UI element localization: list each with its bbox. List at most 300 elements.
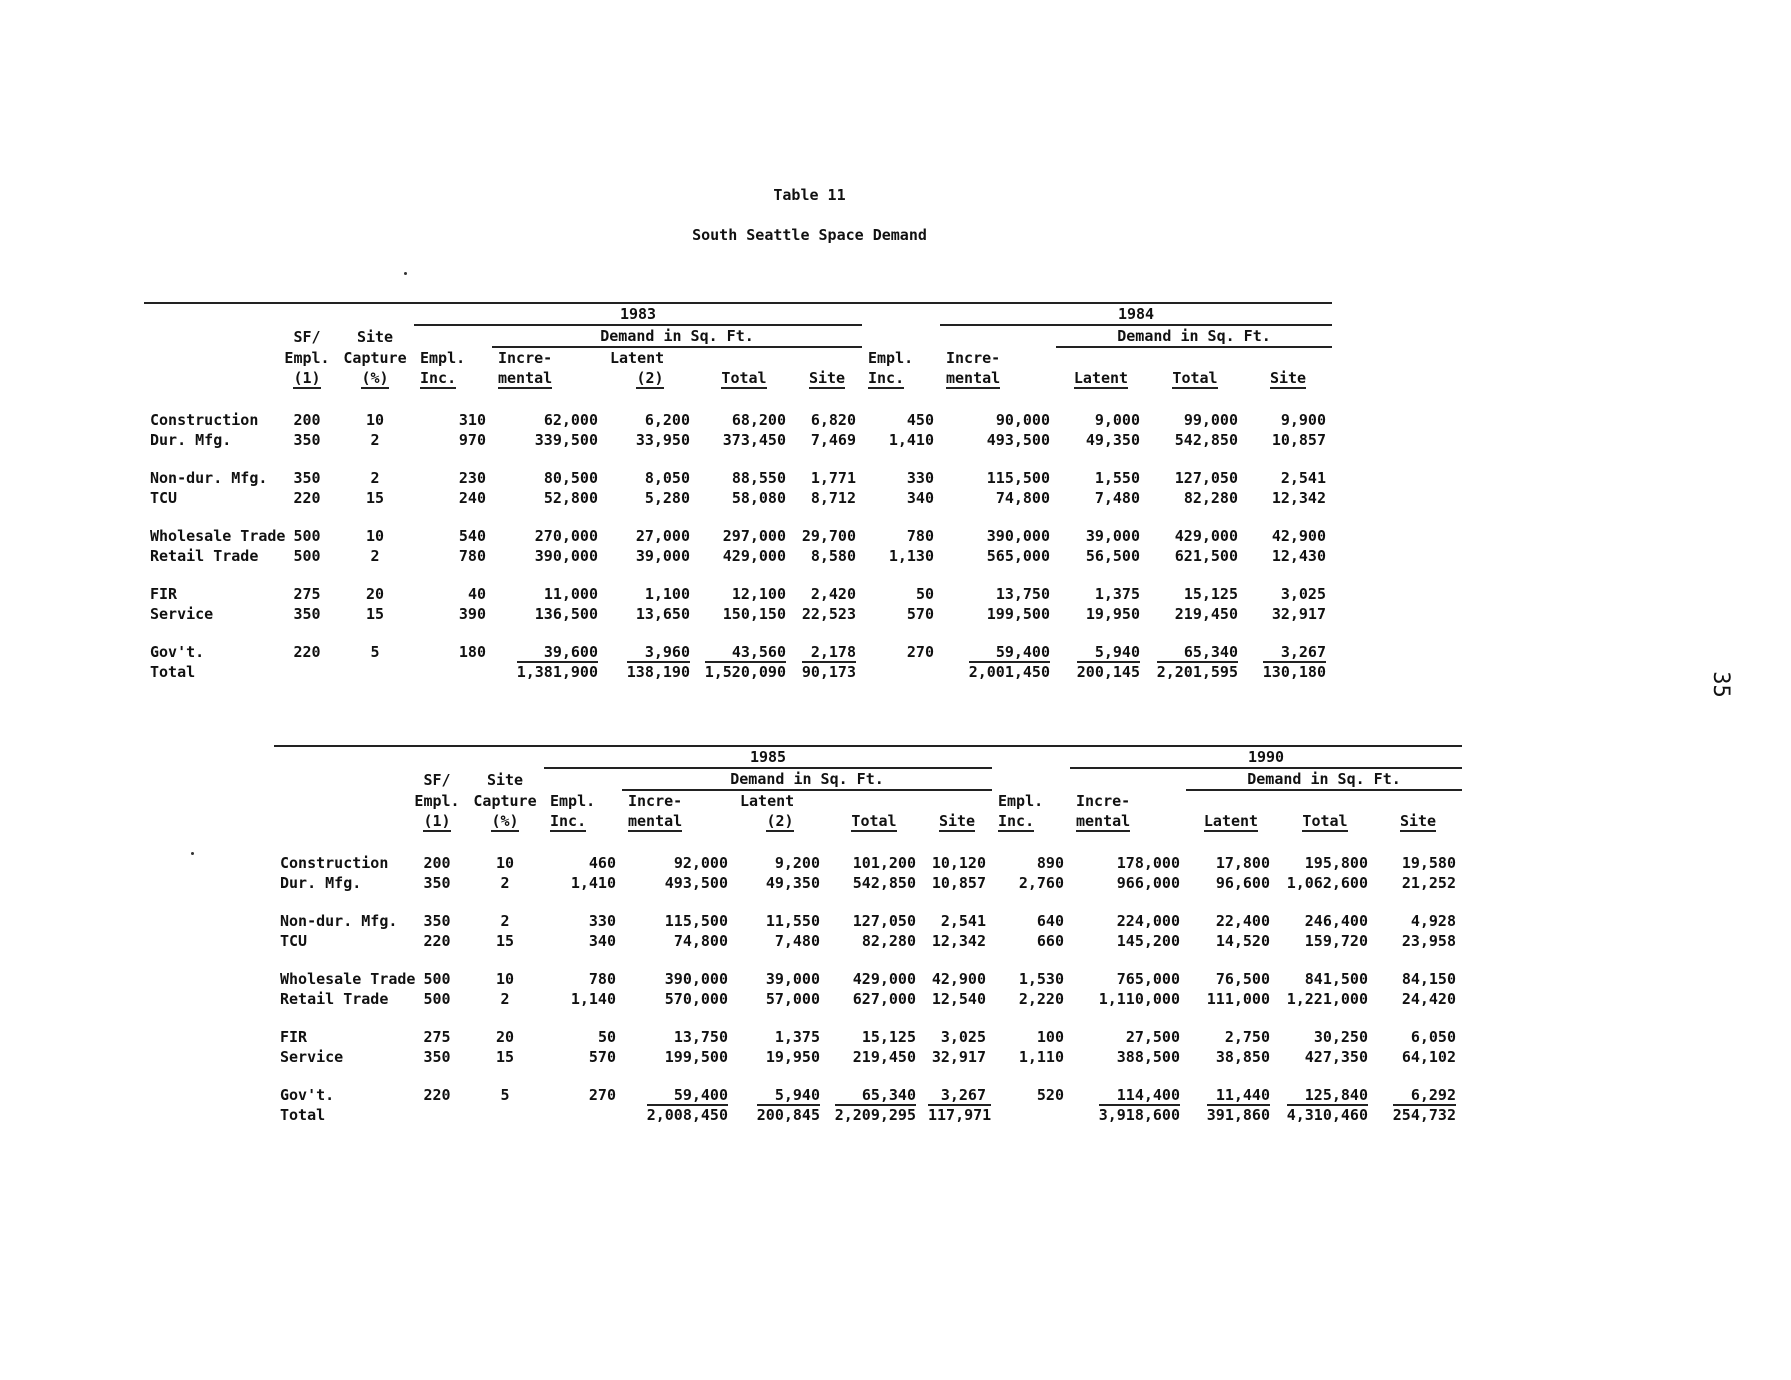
cell-site: 3,025: [1280, 585, 1326, 603]
header-row-demand: [144, 325, 1332, 347]
cell-site-capture: 15: [365, 489, 385, 507]
row-label: FIR: [280, 1028, 308, 1046]
cell-total: 30,250: [1313, 1028, 1368, 1046]
cell-latent: 200,145: [1076, 663, 1140, 681]
col-header-site: [1244, 368, 1332, 388]
table-row: [274, 873, 1462, 893]
row-label: Retail Trade: [280, 990, 389, 1008]
cell-incremental: 493,500: [664, 874, 728, 892]
cell-site: [792, 662, 862, 682]
col-header-total: [826, 811, 922, 831]
cell-site-capture: 10: [365, 411, 385, 429]
col-header-incremental: Incre-: [498, 349, 553, 367]
col-header-sf: Empl.: [284, 349, 330, 367]
cell-empl-inc: 310: [458, 411, 486, 429]
col-header-empl: [992, 811, 1070, 831]
table-row: [274, 1047, 1462, 1067]
cell-empl-inc: 640: [1036, 912, 1064, 930]
cell-total: [696, 662, 792, 682]
year-header: 1990: [1070, 746, 1462, 768]
cell-sf-empl: 275: [423, 1028, 451, 1046]
cell-incremental: 13,750: [673, 1028, 728, 1046]
col-header-sf: (1): [423, 812, 451, 830]
col-header-latent: Latent: [1203, 812, 1259, 830]
cell-latent: 1,375: [1094, 585, 1140, 603]
table-row: [144, 584, 1332, 604]
row-label: Gov't.: [150, 643, 205, 661]
empty-cell: [274, 951, 1462, 969]
col-header-total: Total: [1172, 369, 1218, 387]
cell-site: 3,267: [940, 1086, 986, 1104]
row-label: Wholesale Trade: [280, 970, 416, 988]
cell-total: 1,520,090: [704, 663, 786, 681]
cell-incremental: 388,500: [1116, 1048, 1180, 1066]
col-header-incremental: mental: [946, 369, 1001, 387]
empty-cell: [1186, 790, 1462, 811]
cell-incremental: 2,001,450: [968, 663, 1050, 681]
cell-latent: 5,940: [774, 1086, 820, 1104]
cell-latent: [1056, 662, 1146, 682]
col-header-incremental: [622, 811, 734, 831]
empty-cell: [826, 790, 992, 811]
cell-empl-inc: 180: [458, 643, 486, 661]
cell-total: 127,050: [852, 912, 916, 930]
cell-latent: 14,520: [1215, 932, 1270, 950]
col-header-incremental: mental: [1076, 812, 1131, 830]
cell-latent: 7,480: [774, 932, 820, 950]
cell-latent: 11,550: [765, 912, 820, 930]
table-row: [144, 430, 1332, 450]
table-row: [144, 642, 1332, 662]
row-label: Total: [150, 663, 196, 681]
cell-site-capture: 15: [495, 1048, 515, 1066]
cell-empl-inc: 780: [906, 527, 934, 545]
col-header-sf: SF/: [423, 771, 451, 789]
cell-site: 21,252: [1401, 874, 1456, 892]
cell-total: 373,450: [722, 431, 786, 449]
table-row: [144, 604, 1332, 624]
cell-incremental: 90,000: [995, 411, 1050, 429]
cell-sf-empl: 350: [293, 431, 321, 449]
cell-site-capture: 10: [495, 970, 515, 988]
empty-cell: [414, 325, 492, 347]
cell-empl-inc: 50: [915, 585, 934, 603]
cell-site-capture: 5: [370, 643, 380, 661]
cell-site: 32,917: [1271, 605, 1326, 623]
cell-latent: 1,375: [774, 1028, 820, 1046]
cell-incremental: 115,500: [986, 469, 1050, 487]
col-header-site: Site: [938, 812, 976, 830]
cell-incremental: 13,750: [995, 585, 1050, 603]
col-header-incremental: Incre-: [628, 792, 683, 810]
col-header-incremental: mental: [628, 812, 683, 830]
row-label: Service: [280, 1048, 344, 1066]
table-row: [274, 1105, 1462, 1125]
cell-latent: 391,860: [1206, 1106, 1270, 1124]
cell-latent: [1186, 1105, 1276, 1125]
row-label: Non-dur. Mfg.: [150, 469, 268, 487]
cell-latent: 49,350: [765, 874, 820, 892]
col-header-latent: [1056, 368, 1146, 388]
table-1985-1990: [274, 745, 1462, 1125]
cell-latent: 19,950: [765, 1048, 820, 1066]
cell-total: 542,850: [852, 874, 916, 892]
cell-latent: 8,050: [644, 469, 690, 487]
empty-cell: [274, 1009, 1462, 1027]
empty-cell: [144, 325, 278, 347]
empty-cell: [862, 303, 940, 325]
col-header-incremental: Incre-: [946, 349, 1001, 367]
cell-incremental: 59,400: [995, 643, 1050, 661]
cell-site: 42,900: [1271, 527, 1326, 545]
cell-site: 2,420: [810, 585, 856, 603]
cell-site-capture: [466, 1105, 544, 1125]
col-header-empl: Empl.: [998, 792, 1044, 810]
cell-empl-inc: 2,220: [1018, 990, 1064, 1008]
row-label: FIR: [150, 585, 178, 603]
page-number: 35: [1707, 671, 1733, 698]
col-header-site: Site: [808, 369, 846, 387]
cell-incremental: 27,500: [1125, 1028, 1180, 1046]
cell-sf-empl: 200: [293, 411, 321, 429]
empty-cell: [274, 811, 408, 831]
cell-incremental: 52,800: [543, 489, 598, 507]
space-demand-table: [144, 302, 1332, 682]
cell-site: 8,580: [810, 547, 856, 565]
empty-cell: [144, 450, 1332, 468]
cell-total: 841,500: [1304, 970, 1368, 988]
table-row: [274, 1027, 1462, 1047]
col-header-site: Site: [1399, 812, 1437, 830]
cell-site: 1,771: [810, 469, 856, 487]
cell-site: 254,732: [1392, 1106, 1456, 1124]
cell-site-capture: 15: [365, 605, 385, 623]
col-header-empl: [414, 368, 492, 388]
cell-sf-empl: 500: [293, 547, 321, 565]
cell-empl-inc: 1,130: [888, 547, 934, 565]
cell-sf-empl: 200: [423, 854, 451, 872]
header-row-3: [274, 790, 1462, 811]
cell-site: 19,580: [1401, 854, 1456, 872]
cell-incremental: 765,000: [1116, 970, 1180, 988]
cell-empl-inc: 1,110: [1018, 1048, 1064, 1066]
cell-total: 246,400: [1304, 912, 1368, 930]
cell-latent: [734, 1085, 826, 1105]
cell-incremental: 114,400: [1116, 1086, 1180, 1104]
cell-latent: 7,480: [1094, 489, 1140, 507]
col-header-empl: Inc.: [998, 812, 1035, 830]
table-row: [274, 853, 1462, 873]
cell-empl-inc: [992, 1105, 1070, 1125]
cell-incremental: [622, 1105, 734, 1125]
col-header-capture: Site: [486, 771, 524, 789]
cell-site: [1244, 662, 1332, 682]
header-row-demand: [274, 768, 1462, 790]
col-header-sf: [278, 368, 336, 388]
cell-incremental: 74,800: [995, 489, 1050, 507]
cell-latent: 19,950: [1085, 605, 1140, 623]
col-header-incremental: [1070, 811, 1186, 831]
cell-site-capture: 2: [370, 469, 380, 487]
year-header: 1985: [544, 746, 992, 768]
cell-latent: 138,190: [626, 663, 690, 681]
cell-total: 621,500: [1174, 547, 1238, 565]
cell-latent: 5,940: [1094, 643, 1140, 661]
col-header-total: Total: [721, 369, 767, 387]
cell-site: 9,900: [1280, 411, 1326, 429]
cell-empl-inc: 340: [588, 932, 616, 950]
header-row-3: [144, 347, 1332, 368]
cell-site-capture: 15: [495, 932, 515, 950]
cell-latent: 13,650: [635, 605, 690, 623]
cell-latent: 27,000: [635, 527, 690, 545]
table-row: [144, 662, 1332, 682]
cell-incremental: 390,000: [664, 970, 728, 988]
row-label: Dur. Mfg.: [150, 431, 232, 449]
cell-site: 117,971: [928, 1106, 992, 1124]
col-header-total: [696, 368, 792, 388]
header-row-year: [144, 303, 1332, 325]
cell-site: 32,917: [931, 1048, 986, 1066]
cell-empl-inc: 240: [458, 489, 486, 507]
col-header-latent: Latent: [610, 349, 665, 367]
table-row: [274, 931, 1462, 951]
cell-total: 99,000: [1183, 411, 1238, 429]
year-header: 1983: [414, 303, 862, 325]
col-header-sf: [408, 811, 466, 831]
cell-site: 6,050: [1410, 1028, 1456, 1046]
cell-total: 82,280: [1183, 489, 1238, 507]
cell-site-capture: 10: [495, 854, 515, 872]
cell-latent: 1,550: [1094, 469, 1140, 487]
cell-total: 542,850: [1174, 431, 1238, 449]
cell-site: [922, 1105, 992, 1125]
col-header-latent: Latent: [740, 792, 795, 810]
row-label: Non-dur. Mfg.: [280, 912, 398, 930]
cell-site-capture: 10: [365, 527, 385, 545]
cell-latent: [604, 662, 696, 682]
cell-latent: 49,350: [1085, 431, 1140, 449]
cell-latent: 39,000: [635, 547, 690, 565]
cell-incremental: [940, 642, 1056, 662]
demand-header: Demand in Sq. Ft.: [1186, 768, 1462, 790]
cell-site: 130,180: [1262, 663, 1326, 681]
empty-cell: [992, 746, 1070, 768]
cell-sf-empl: 220: [423, 932, 451, 950]
cell-site: 12,342: [1271, 489, 1326, 507]
cell-incremental: 390,000: [986, 527, 1050, 545]
cell-total: 65,340: [861, 1086, 916, 1104]
cell-total: 4,310,460: [1286, 1106, 1368, 1124]
col-header-empl: Inc.: [868, 369, 905, 387]
cell-site: 6,820: [810, 411, 856, 429]
cell-empl-inc: 1,530: [1018, 970, 1064, 988]
cell-total: 88,550: [731, 469, 786, 487]
cell-empl-inc: [862, 662, 940, 682]
cell-incremental: [492, 662, 604, 682]
empty-cell: [274, 831, 1462, 853]
cell-incremental: 493,500: [986, 431, 1050, 449]
cell-total: 1,062,600: [1286, 874, 1368, 892]
cell-incremental: 136,500: [534, 605, 598, 623]
cell-sf-empl: 350: [293, 605, 321, 623]
cell-latent: 56,500: [1085, 547, 1140, 565]
cell-empl-inc: 330: [588, 912, 616, 930]
col-header-sf: (1): [293, 369, 321, 387]
col-header-latent: (2): [636, 369, 664, 387]
empty-cell: [144, 388, 1332, 410]
cell-latent: [734, 1105, 826, 1125]
cell-site: 64,102: [1401, 1048, 1456, 1066]
cell-empl-inc: 1,410: [888, 431, 934, 449]
cell-total: 627,000: [852, 990, 916, 1008]
col-header-empl: Empl.: [868, 349, 914, 367]
space-demand-table: [274, 745, 1462, 1125]
col-header-site: Site: [1269, 369, 1307, 387]
cell-sf-empl: 350: [293, 469, 321, 487]
row-label: TCU: [150, 489, 178, 507]
cell-empl-inc: 450: [906, 411, 934, 429]
cell-incremental: [492, 642, 604, 662]
cell-incremental: 199,500: [986, 605, 1050, 623]
empty-cell: [696, 347, 862, 368]
cell-sf-empl: 500: [293, 527, 321, 545]
cell-site: 7,469: [810, 431, 856, 449]
row-label: Dur. Mfg.: [280, 874, 362, 892]
cell-latent: [604, 642, 696, 662]
cell-latent: 2,750: [1224, 1028, 1270, 1046]
cell-empl-inc: 330: [906, 469, 934, 487]
empty-cell: [144, 368, 278, 388]
cell-incremental: 145,200: [1116, 932, 1180, 950]
col-header-capture: Capture: [343, 349, 407, 367]
cell-total: 1,221,000: [1286, 990, 1368, 1008]
cell-latent: 5,280: [644, 489, 690, 507]
cell-total: 125,840: [1304, 1086, 1368, 1104]
col-header-incremental: mental: [498, 369, 553, 387]
cell-incremental: 570,000: [664, 990, 728, 1008]
row-label: Total: [280, 1106, 326, 1124]
cell-site: 10,120: [931, 854, 986, 872]
cell-total: 68,200: [731, 411, 786, 429]
cell-site: 8,712: [810, 489, 856, 507]
col-header-latent: Latent: [1073, 369, 1129, 387]
cell-empl-inc: [544, 1105, 622, 1125]
row-label: Wholesale Trade: [150, 527, 286, 545]
empty-cell: [144, 508, 1332, 526]
header-row-4: [274, 811, 1462, 831]
cell-total: [826, 1105, 922, 1125]
cell-total: 58,080: [731, 489, 786, 507]
col-header-capture: [336, 368, 414, 388]
cell-site: 29,700: [801, 527, 856, 545]
cell-sf-empl: [278, 662, 336, 682]
cell-total: [1276, 1105, 1374, 1125]
col-header-empl: [862, 368, 940, 388]
scan-speck: [191, 852, 194, 855]
cell-latent: 111,000: [1206, 990, 1270, 1008]
table-row: [144, 546, 1332, 566]
cell-empl-inc: 2,760: [1018, 874, 1064, 892]
cell-site: 2,541: [940, 912, 986, 930]
cell-site: 12,342: [931, 932, 986, 950]
cell-empl-inc: 520: [1036, 1086, 1064, 1104]
table-title: Table 11: [773, 186, 846, 204]
col-header-site: [792, 368, 862, 388]
cell-site: [1374, 1105, 1462, 1125]
scan-speck: [404, 272, 407, 275]
col-header-incremental: [940, 368, 1056, 388]
header-row-4: [144, 368, 1332, 388]
empty-cell: [544, 768, 622, 790]
cell-incremental: 62,000: [543, 411, 598, 429]
header-row-year: [274, 746, 1462, 768]
col-header-capture: (%): [361, 369, 389, 387]
col-header-latent: [1186, 811, 1276, 831]
cell-incremental: 11,000: [543, 585, 598, 603]
cell-incremental: 59,400: [673, 1086, 728, 1104]
year-header: 1984: [940, 303, 1332, 325]
table-row: [144, 410, 1332, 430]
col-header-total: [1146, 368, 1244, 388]
cell-total: 2,209,295: [834, 1106, 916, 1124]
cell-site: 12,540: [931, 990, 986, 1008]
cell-total: 429,000: [1174, 527, 1238, 545]
col-header-total: Total: [851, 812, 897, 830]
cell-total: 127,050: [1174, 469, 1238, 487]
col-header-incremental: Incre-: [1076, 792, 1131, 810]
empty-cell: [144, 347, 278, 368]
cell-total: [826, 1085, 922, 1105]
cell-site-capture: 2: [500, 912, 510, 930]
col-header-empl: Inc.: [420, 369, 457, 387]
cell-incremental: 115,500: [664, 912, 728, 930]
cell-site: 23,958: [1401, 932, 1456, 950]
col-header-capture: (%): [491, 812, 519, 830]
cell-total: 429,000: [852, 970, 916, 988]
cell-site-capture: 2: [370, 547, 380, 565]
cell-incremental: 92,000: [673, 854, 728, 872]
cell-latent: 39,000: [765, 970, 820, 988]
row-label: TCU: [280, 932, 308, 950]
empty-cell: [992, 768, 1186, 790]
cell-empl-inc: 570: [588, 1048, 616, 1066]
cell-sf-empl: 220: [293, 489, 321, 507]
empty-cell: [144, 566, 1332, 584]
cell-site: 42,900: [931, 970, 986, 988]
table-row: [144, 526, 1332, 546]
cell-empl-inc: 780: [588, 970, 616, 988]
cell-incremental: 339,500: [534, 431, 598, 449]
cell-site-capture: 20: [365, 585, 385, 603]
empty-cell: [862, 325, 1056, 347]
table-row: [144, 488, 1332, 508]
table-row: [274, 989, 1462, 1009]
col-header-site: [1374, 811, 1462, 831]
cell-total: 15,125: [1183, 585, 1238, 603]
col-header-total: Total: [1302, 812, 1348, 830]
empty-cell: [274, 893, 1462, 911]
cell-sf-empl: 500: [423, 990, 451, 1008]
cell-site: 3,025: [940, 1028, 986, 1046]
cell-total: 15,125: [861, 1028, 916, 1046]
cell-site: [792, 642, 862, 662]
cell-site: 6,292: [1410, 1086, 1456, 1104]
cell-incremental: 178,000: [1116, 854, 1180, 872]
cell-site: [1374, 1085, 1462, 1105]
empty-cell: [1056, 347, 1332, 368]
cell-total: 297,000: [722, 527, 786, 545]
